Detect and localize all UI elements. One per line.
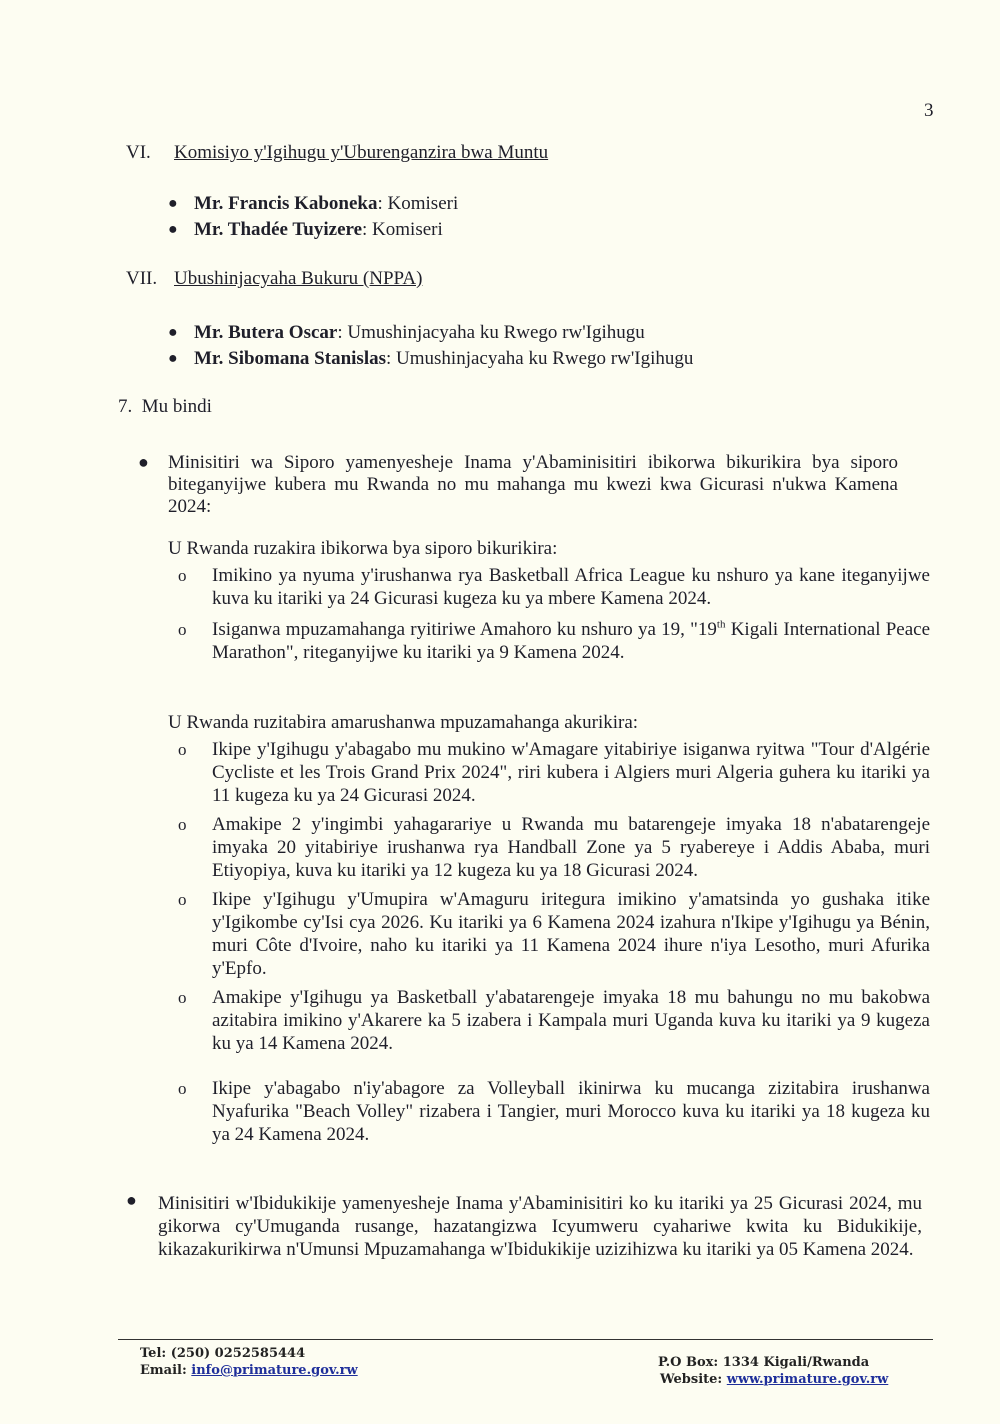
hosting-list xyxy=(178,564,931,664)
section-vii-heading xyxy=(126,268,423,290)
circle-bullet-icon: o xyxy=(178,620,187,639)
website-link[interactable]: www.primature.gov.rw xyxy=(726,1372,889,1387)
environment-paragraph: Minisitiri w'Ibidukikije yamenyesheje Inama y'Abaminisitiri ko ku itariki ya 25 Gicurasi 2024, mu gikorwa cy'Umuganda rusange, hazatangizwa Icyumweru cyahariwe kwita ku Bidukikije, kikazakurikirwa n'Umunsi Mpuzamahanga w'Ibidukikije uzizihizwa ku itariki ya 05 Kamena 2024. xyxy=(158,1193,922,1260)
member-role: : Umushinjacyaha ku Rwego rw'Igihugu xyxy=(337,322,645,343)
member-role: : Komiseri xyxy=(377,193,459,214)
member-name: Mr. Sibomana Stanislas xyxy=(194,348,386,369)
circle-bullet-icon: o xyxy=(178,1079,187,1098)
member-name: Mr. Thadée Tuyizere xyxy=(194,219,363,240)
abroad-intro: U Rwanda ruzitabira amarushanwa mpuzamahanga akurikira: xyxy=(168,712,639,733)
section-vii-numeral: VII. xyxy=(126,268,158,289)
list-item-text: Amakipe 2 y'ingimbi yahagarariye u Rwanda mu batarengeje imyaka 18 n'abatarengeje imyaka 20 yitabiriye irushanwa rya Handball Zone ya 5 ryabereye i Addis Ababa, muri Etiyopiya, kuva ku itariki ya 12 kugeza ku ya 18 Gicurasi 2024. xyxy=(212,814,930,881)
member-item xyxy=(168,320,894,346)
footer-divider xyxy=(118,1339,933,1340)
abroad-list xyxy=(178,738,930,1146)
footer-tel: Tel: (250) 0252585444 xyxy=(140,1346,306,1361)
list-item-text: Imikino ya nyuma y'irushanwa rya Basketball Africa League ku nshuro ya kane iteganyijwe kuva ku itariki ya 24 Gicurasi kugeza ku ya mbere Kamena 2024. xyxy=(212,565,930,609)
sport-intro: Minisitiri wa Siporo yamenyesheje Inama y'Abaminisitiri ibikorwa bikurikira bya siporo biteganyijwe kubera mu Rwanda no mu mahanga mu kwezi kwa Gicurasi n'ukwa Kamena 2024: xyxy=(168,452,898,517)
bullet-icon: ● xyxy=(168,221,178,238)
circle-bullet-icon: o xyxy=(178,890,187,909)
circle-bullet-icon: o xyxy=(178,740,187,759)
item-7-heading: 7. Mu bindi xyxy=(118,396,212,417)
list-item xyxy=(178,888,930,980)
bullet-icon: ● xyxy=(168,195,178,212)
member-name: Mr. Francis Kaboneka xyxy=(194,193,378,214)
member-role: : Umushinjacyaha ku Rwego rw'Igihugu xyxy=(386,348,694,369)
circle-bullet-icon: o xyxy=(178,988,187,1007)
list-item-text: Amakipe y'Igihugu ya Basketball y'abatarengeje imyaka 18 mu bahungu no mu bakobwa azitabira imikino y'Akarere ka 5 izabera i Kampala muri Uganda kuva ku itariki ya 9 kugeza ku ya 14 Kamena 2024. xyxy=(212,987,930,1054)
list-item-text: Ikipe y'Igihugu y'abagabo mu mukino w'Amagare yitabiriye isiganwa ryitwa "Tour d'Algérie Cycliste et les Trois Grand Prix 2024", riri kubera i Algiers muri Algeria guhera ku itariki ya 11 kugeza ku ya 24 Gicurasi 2024. xyxy=(212,739,930,806)
footer-email xyxy=(140,1363,358,1378)
section-vii-title: Ubushinjacyaha Bukuru (NPPA) xyxy=(174,268,423,289)
bullet-icon: ● xyxy=(168,324,178,341)
member-item xyxy=(168,191,894,217)
footer-email-label: Email: xyxy=(140,1363,192,1378)
circle-bullet-icon: o xyxy=(178,566,187,585)
member-name: Mr. Butera Oscar xyxy=(194,322,338,343)
list-item-text: Ikipe y'Igihugu y'Umupira w'Amaguru iritegura imikino y'amatsinda yo gushaka itike y'Igikombe cy'Isi cya 2026. Ku itariki ya 6 Kamena 2024 izahura n'Ikipe y'Igihugu ya Bénin, muri Côte d'Ivoire, naho ku itariki ya 11 Kamena 2024 ihure n'iya Lesotho, muri Afurika y'Epfo. xyxy=(212,889,930,979)
list-item xyxy=(178,618,931,664)
member-item xyxy=(168,346,894,372)
list-item xyxy=(178,813,930,882)
member-role: : Komiseri xyxy=(362,219,443,240)
section-vi-members xyxy=(168,191,894,243)
circle-bullet-icon: o xyxy=(178,815,187,834)
email-link[interactable]: info@primature.gov.rw xyxy=(191,1363,358,1378)
list-item-text: Ikipe y'abagabo n'iy'abagore za Volleyball ikinirwa ku mucanga zizitabira irushanwa Nyafurika "Beach Volley" rizabera i Tangier, muri Morocco kuva ku itariki ya 18 kugeza ku ya 24 Kamena 2024. xyxy=(212,1078,930,1145)
bullet-icon: ● xyxy=(168,350,178,367)
member-item xyxy=(168,217,894,243)
list-item xyxy=(178,986,930,1055)
section-vi-heading xyxy=(126,142,549,164)
footer-website xyxy=(660,1372,888,1387)
section-vii-members xyxy=(168,320,894,372)
section-vi-title: Komisiyo y'Igihugu y'Uburenganzira bwa Muntu xyxy=(174,142,549,163)
footer-website-label: Website: xyxy=(660,1372,727,1387)
bullet-icon: ● xyxy=(126,1190,137,1210)
page-number: 3 xyxy=(924,100,934,121)
bullet-icon: ● xyxy=(138,452,149,472)
footer-pobox: P.O Box: 1334 Kigali/Rwanda xyxy=(658,1355,870,1370)
hosting-intro: U Rwanda ruzakira ibikorwa bya siporo bikurikira: xyxy=(168,538,558,559)
list-item xyxy=(178,1077,930,1146)
list-item-text: Isiganwa mpuzamahanga ryitiriwe Amahoro ku nshuro ya 19, "19th Kigali International Peace Marathon", riteganyijwe ku itariki ya 9 Kamena 2024. xyxy=(212,618,931,663)
list-item xyxy=(178,564,930,610)
list-item xyxy=(178,738,930,807)
section-vi-numeral: VI. xyxy=(126,142,151,163)
